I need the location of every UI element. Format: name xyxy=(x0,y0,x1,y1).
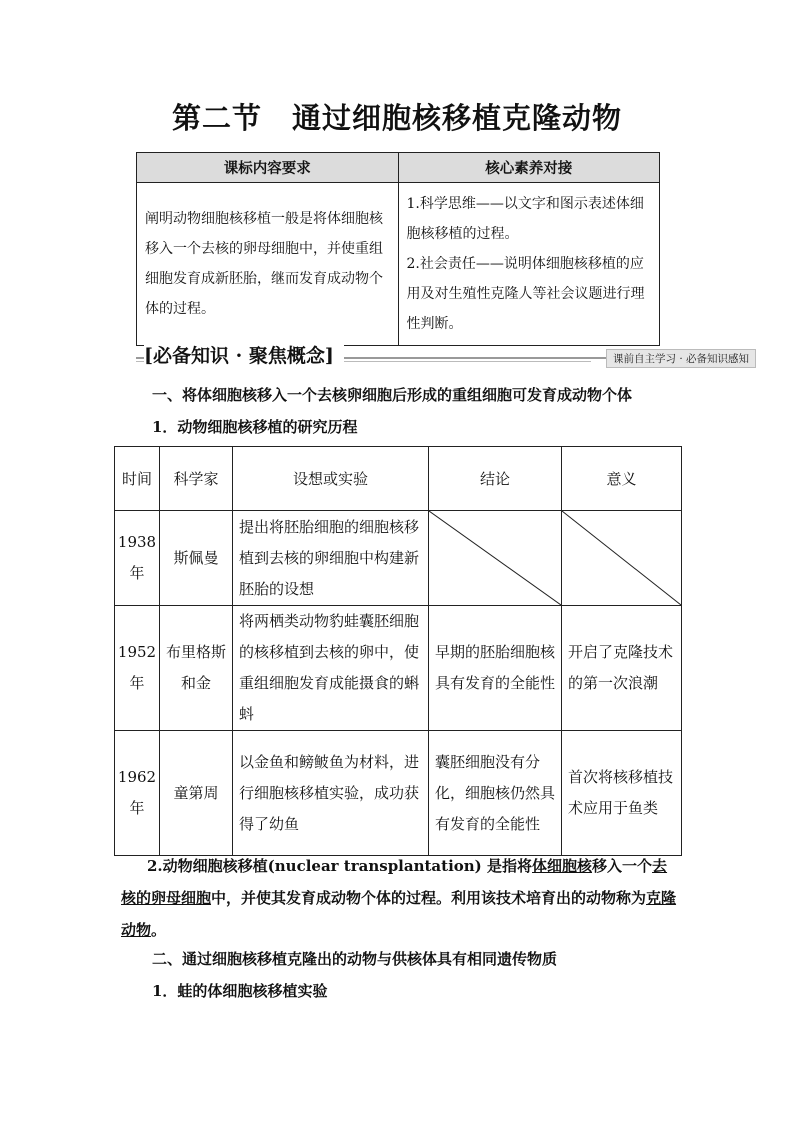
experiment-cell: 提出将胚胎细胞的细胞核移植到去核的卵细胞中构建新胚胎的设想 xyxy=(233,511,429,606)
scientist-cell: 童第周 xyxy=(160,731,233,856)
table-header: 时间 xyxy=(115,447,160,511)
page-title: 第二节 通过细胞核移植克隆动物 xyxy=(171,101,622,135)
table-header: 核心素养对接 xyxy=(398,153,660,183)
key-term: 体细胞核 xyxy=(532,857,593,875)
paragraph-text: 。 xyxy=(151,921,167,939)
definition-paragraph xyxy=(121,850,677,946)
section-tag: 课前自主学习 · 必备知识感知 xyxy=(606,349,756,368)
scientist-cell: 布里格斯和金 xyxy=(160,606,233,731)
time-cell: 1952年 xyxy=(115,606,160,731)
experiment-cell: 将两栖类动物豹蛙囊胚细胞的核移植到去核的卵中，使重组细胞发育成能摄食的蝌蚪 xyxy=(233,606,429,731)
paragraph-text: 中，并使其发育成动物个体的过程。利用该技术培育出的动物称为 xyxy=(211,889,647,907)
empty-diagonal-cell xyxy=(562,511,682,606)
scientist-cell: 斯佩曼 xyxy=(160,511,233,606)
heading-one: 一、将体细胞核移入一个去核卵细胞后形成的重组细胞可发育成动物个体 xyxy=(152,386,633,404)
heading-two: 二、通过细胞核移植克隆出的动物与供核体具有相同遗传物质 xyxy=(152,950,558,968)
table-header: 结论 xyxy=(429,447,562,511)
paragraph-text: 移入一个 xyxy=(592,857,653,875)
table-row xyxy=(115,606,682,731)
paragraph-text: 2.动物细胞核移植(nuclear transplantation) 是指将 xyxy=(147,857,533,875)
key-term: 去核的卵母细胞 xyxy=(121,857,668,907)
history-table xyxy=(114,446,682,856)
table-header: 课标内容要求 xyxy=(137,153,399,183)
key-term: 克隆动物 xyxy=(121,889,677,939)
table-row xyxy=(115,731,682,856)
time-cell: 1938年 xyxy=(115,511,160,606)
time-cell: 1962年 xyxy=(115,731,160,856)
section-banner xyxy=(136,341,756,369)
table-header: 科学家 xyxy=(160,447,233,511)
subheading-two: 1．蛙的体细胞核移植实验 xyxy=(152,982,328,1000)
subheading-one: 1．动物细胞核移植的研究历程 xyxy=(152,418,358,436)
competency-item: 2.社会责任——说明体细胞核移植的应用及对生殖性克隆人等社会议题进行理性判断。 xyxy=(406,256,645,332)
curriculum-requirement-text: 阐明动物细胞核移植一般是将体细胞核移入一个去核的卵母细胞中，并使重组细胞发育成新胚胎，继而发育成动物个体的过程。 xyxy=(137,183,399,346)
core-competency-cell xyxy=(398,183,660,346)
requirements-table xyxy=(136,152,660,346)
significance-cell: 首次将核移植技术应用于鱼类 xyxy=(562,731,682,856)
table-header: 意义 xyxy=(562,447,682,511)
table-header: 设想或实验 xyxy=(233,447,429,511)
table-row xyxy=(115,511,682,606)
competency-item: 1.科学思维——以文字和图示表述体细胞核移植的过程。 xyxy=(406,196,644,242)
conclusion-cell: 囊胚细胞没有分化，细胞核仍然具有发育的全能性 xyxy=(429,731,562,856)
section-heading: [必备知识 · 聚焦概念] xyxy=(144,341,344,368)
conclusion-cell: 早期的胚胎细胞核具有发育的全能性 xyxy=(429,606,562,731)
experiment-cell: 以金鱼和鳑鲏鱼为材料，进行细胞核移植实验，成功获得了幼鱼 xyxy=(233,731,429,856)
significance-cell: 开启了克隆技术的第一次浪潮 xyxy=(562,606,682,731)
empty-diagonal-cell xyxy=(429,511,562,606)
